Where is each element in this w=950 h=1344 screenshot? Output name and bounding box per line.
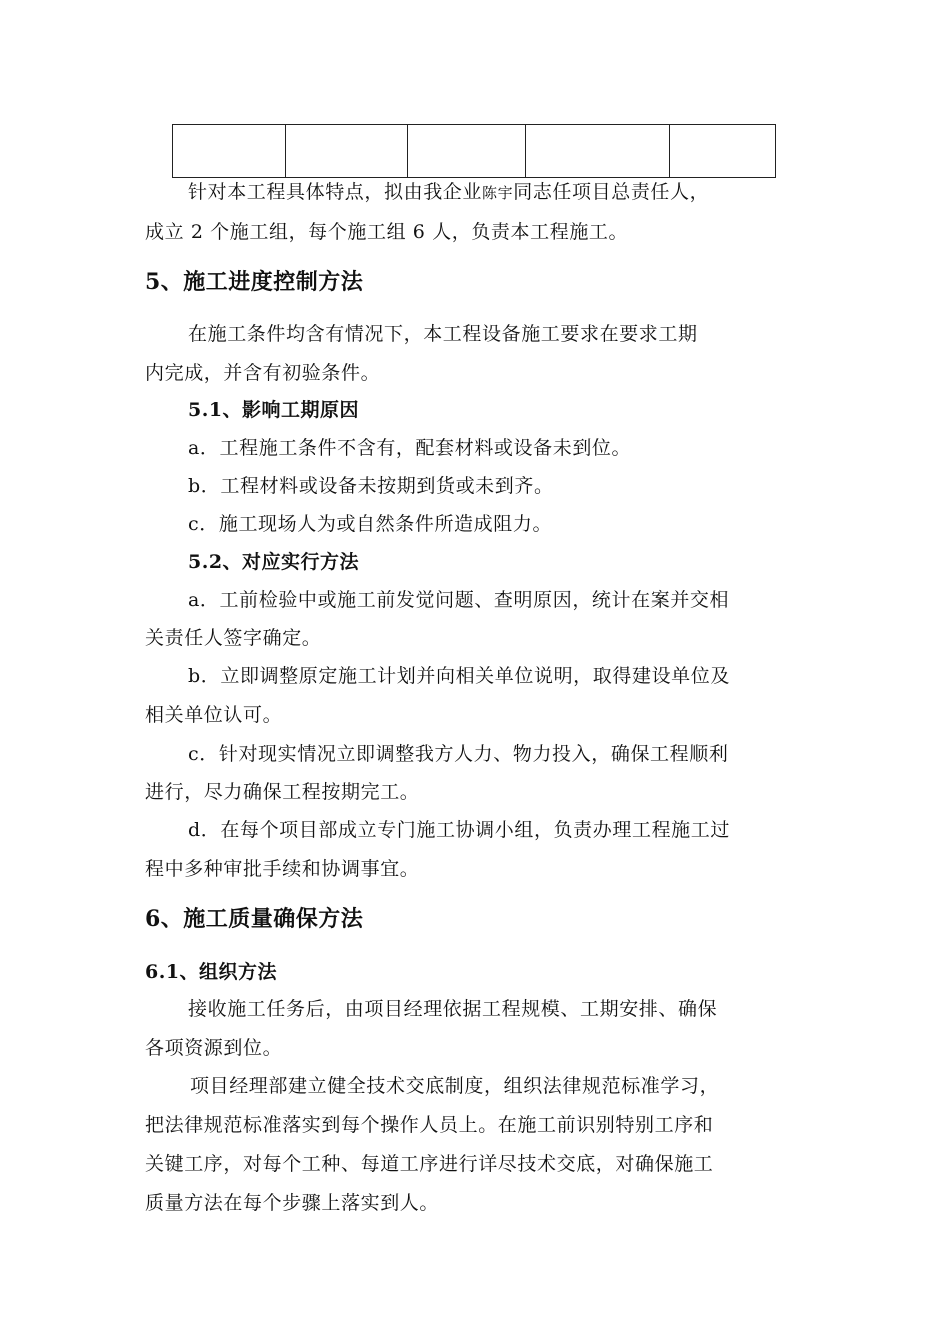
subsection-5-2-heading: 5.2、对应实行方法	[188, 551, 360, 573]
list-item-d-line1: d．在每个项目部成立专门施工协调小组，负责办理工程施工过	[188, 819, 730, 841]
section-6-heading: 6、施工质量确保方法	[145, 906, 364, 932]
list-item-c-line1: c．针对现实情况立即调整我方人力、物力投入，确保工程顺利	[188, 743, 729, 765]
text-segment: 针对本工程具体特点，拟由我企业	[188, 181, 483, 203]
section-5-heading: 5、施工进度控制方法	[145, 269, 364, 295]
section-6-para1-line1: 接收施工任务后，由项目经理依据工程规模、工期安排、确保	[188, 998, 718, 1020]
table-row	[173, 125, 776, 178]
table-cell	[173, 125, 286, 178]
subsection-5-1-heading: 5.1、影响工期原因	[188, 399, 360, 421]
table-cell	[526, 125, 670, 178]
list-item-d-line2: 程中多种审批手续和协调事宜。	[145, 858, 420, 880]
section-6-para2-line4: 质量方法在每个步骤上落实到人。	[145, 1192, 440, 1214]
list-item-a-line2: 关责任人签字确定。	[145, 627, 322, 649]
list-item-a-line1: a．工前检验中或施工前发觉问题、查明原因，统计在案并交相	[188, 589, 730, 611]
section-6-para2-line2: 把法律规范标准落实到每个操作人员上。在施工前识别特别工序和	[145, 1114, 714, 1136]
section-6-para1-line2: 各项资源到位。	[145, 1037, 283, 1059]
section-5-intro-line2: 内完成，并含有初验条件。	[145, 362, 381, 384]
paragraph-responsible-line2: 成立 2 个施工组，每个施工组 6 人，负责本工程施工。	[145, 221, 629, 243]
person-name: 陈宇	[482, 184, 514, 202]
section-6-para2-line3: 关键工序，对每个工种、每道工序进行详尽技术交底，对确保施工	[145, 1153, 714, 1175]
table-cell	[286, 125, 408, 178]
list-item: c．施工现场人为或自然条件所造成阻力。	[188, 513, 553, 535]
list-item-c-line2: 进行，尽力确保工程按期完工。	[145, 781, 420, 803]
list-item: b．工程材料或设备未按期到货或未到齐。	[188, 475, 554, 497]
list-item-b-line1: b．立即调整原定施工计划并向相关单位说明，取得建设单位及	[188, 665, 730, 687]
paragraph-responsible-line1	[188, 180, 709, 205]
table-cell	[670, 125, 776, 178]
staff-table	[172, 124, 776, 178]
table-cell	[408, 125, 526, 178]
list-item-b-line2: 相关单位认可。	[145, 704, 283, 726]
section-6-para2-line1: 项目经理部建立健全技术交底制度，组织法律规范标准学习，	[190, 1075, 720, 1097]
text-segment: 同志任项目总责任人，	[513, 181, 710, 203]
list-item: a．工程施工条件不含有，配套材料或设备未到位。	[188, 437, 632, 459]
subsection-6-1-heading: 6.1、组织方法	[145, 961, 278, 983]
section-5-intro-line1: 在施工条件均含有情况下，本工程设备施工要求在要求工期	[188, 323, 698, 345]
